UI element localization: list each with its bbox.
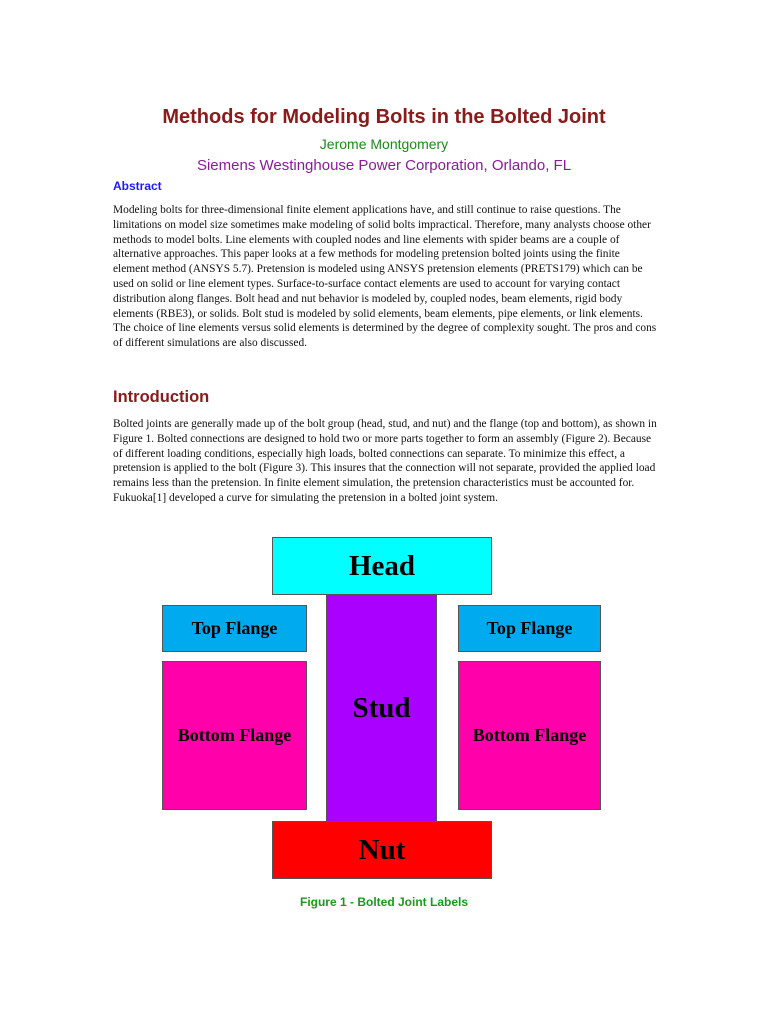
introduction-heading: Introduction: [113, 388, 210, 406]
author-affiliation: Siemens Westinghouse Power Corporation, Orlando, FL: [196, 157, 572, 174]
abstract-heading: Abstract: [113, 179, 162, 193]
figure-block-nut: Nut: [272, 821, 492, 879]
figure-block-head: Head: [272, 537, 492, 595]
figure-block-top-flange-left: Top Flange: [162, 605, 307, 652]
figure-caption: Figure 1 - Bolted Joint Labels: [299, 895, 469, 909]
figure-block-bottom-flange-left: Bottom Flange: [162, 661, 307, 810]
figure-block-bottom-flange-right: Bottom Flange: [458, 661, 601, 810]
figure-block-stud: Stud: [326, 595, 437, 822]
paper-title: Methods for Modeling Bolts in the Bolted Joint: [162, 106, 606, 128]
introduction-paragraph: Bolted joints are generally made up of the bolt group (head, stud, and nut) and the flange (top and bottom), as shown in Figure 1. Bolted connections are designed to hold two or more parts together to form an assembly (Figure 2). Because of different loading conditions, especially high loads, bolted connections can separate. To minimize this effect, a pretension is applied to the bolt (Figure 3). This insures that the connection will not separate, provided the applied load remains less than the pretension. In finite element simulation, the pretension characteristics must be accounted for. Fukuoka[1] developed a curve for simulating the pretension in a bolted joint system.: [113, 418, 657, 504]
author-name: Jerome Montgomery: [319, 136, 449, 152]
abstract-paragraph: Modeling bolts for three-dimensional finite element applications have, and still continue to raise questions. The limitations on model size sometimes make modeling of solid bolts impractical. Therefore, many analysts choose other methods to model bolts. Line elements with coupled nodes and line elements with spider beams are a couple of alternative approaches. This paper looks at a few methods for modeling pretension bolted joints using the finite element method (ANSYS 5.7). Pretension is modeled using ANSYS pretension elements (PRETS179) which can be used on solid or line element types. Surface-to-surface contact elements are used to account for varying contact distribution along flanges. Bolt head and nut behavior is modeled by, coupled nodes, beam elements, rigid body elements (RBE3), or solids. Bolt stud is modeled by solid elements, beam elements, pipe elements, or link elements. The choice of line elements versus solid elements is determined by the degree of complexity sought. The pros and cons of different simulations are also discussed.: [113, 204, 657, 350]
figure-block-top-flange-right: Top Flange: [458, 605, 601, 652]
